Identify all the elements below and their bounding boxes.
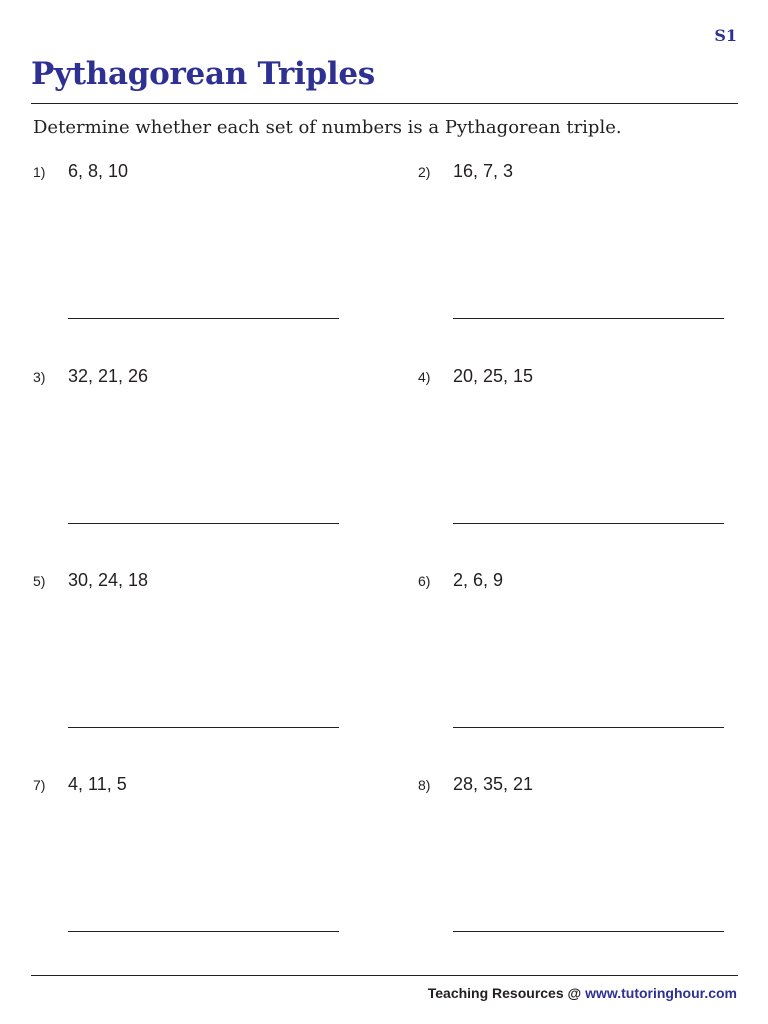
- problem-5: [33, 570, 323, 750]
- footer-url[interactable]: www.tutoringhour.com: [585, 985, 737, 1001]
- problem-2: [418, 161, 708, 341]
- problem-numbers: 2, 6, 9: [453, 570, 504, 590]
- problem-numbers: 30, 24, 18: [68, 570, 149, 590]
- problem-numbers: 6, 8, 10: [68, 161, 129, 181]
- problem-4: [418, 366, 708, 546]
- footer-label: Teaching Resources @: [427, 985, 586, 1001]
- footer-divider: [31, 975, 738, 976]
- problem-numbers: 32, 21, 26: [68, 366, 149, 386]
- problem-7: [33, 774, 323, 954]
- problem-number: 7): [33, 777, 46, 793]
- problem-6: [418, 570, 708, 750]
- instructions: Determine whether each set of numbers is a Pythagorean triple.: [33, 117, 622, 138]
- problem-number: 3): [33, 369, 46, 385]
- problem-number: 6): [418, 573, 431, 589]
- answer-line[interactable]: [68, 931, 339, 932]
- problem-numbers: 4, 11, 5: [68, 774, 127, 794]
- problem-number: 1): [33, 164, 46, 180]
- problem-3: [33, 366, 323, 546]
- problem-numbers: 28, 35, 21: [453, 774, 534, 794]
- worksheet-title: Pythagorean Triples: [31, 56, 375, 92]
- answer-line[interactable]: [453, 931, 724, 932]
- problem-numbers: 20, 25, 15: [453, 366, 534, 386]
- problem-number: 8): [418, 777, 431, 793]
- problem-8: [418, 774, 708, 954]
- problem-1: [33, 161, 323, 341]
- title-divider: [31, 103, 738, 104]
- answer-line[interactable]: [453, 523, 724, 524]
- footer: [428, 985, 737, 1001]
- answer-line[interactable]: [68, 727, 339, 728]
- answer-line[interactable]: [68, 523, 339, 524]
- problem-number: 4): [418, 369, 431, 385]
- problem-numbers: 16, 7, 3: [453, 161, 514, 181]
- worksheet-code: S1: [714, 26, 737, 45]
- answer-line[interactable]: [68, 318, 339, 319]
- problem-number: 5): [33, 573, 46, 589]
- answer-line[interactable]: [453, 727, 724, 728]
- problem-number: 2): [418, 164, 431, 180]
- answer-line[interactable]: [453, 318, 724, 319]
